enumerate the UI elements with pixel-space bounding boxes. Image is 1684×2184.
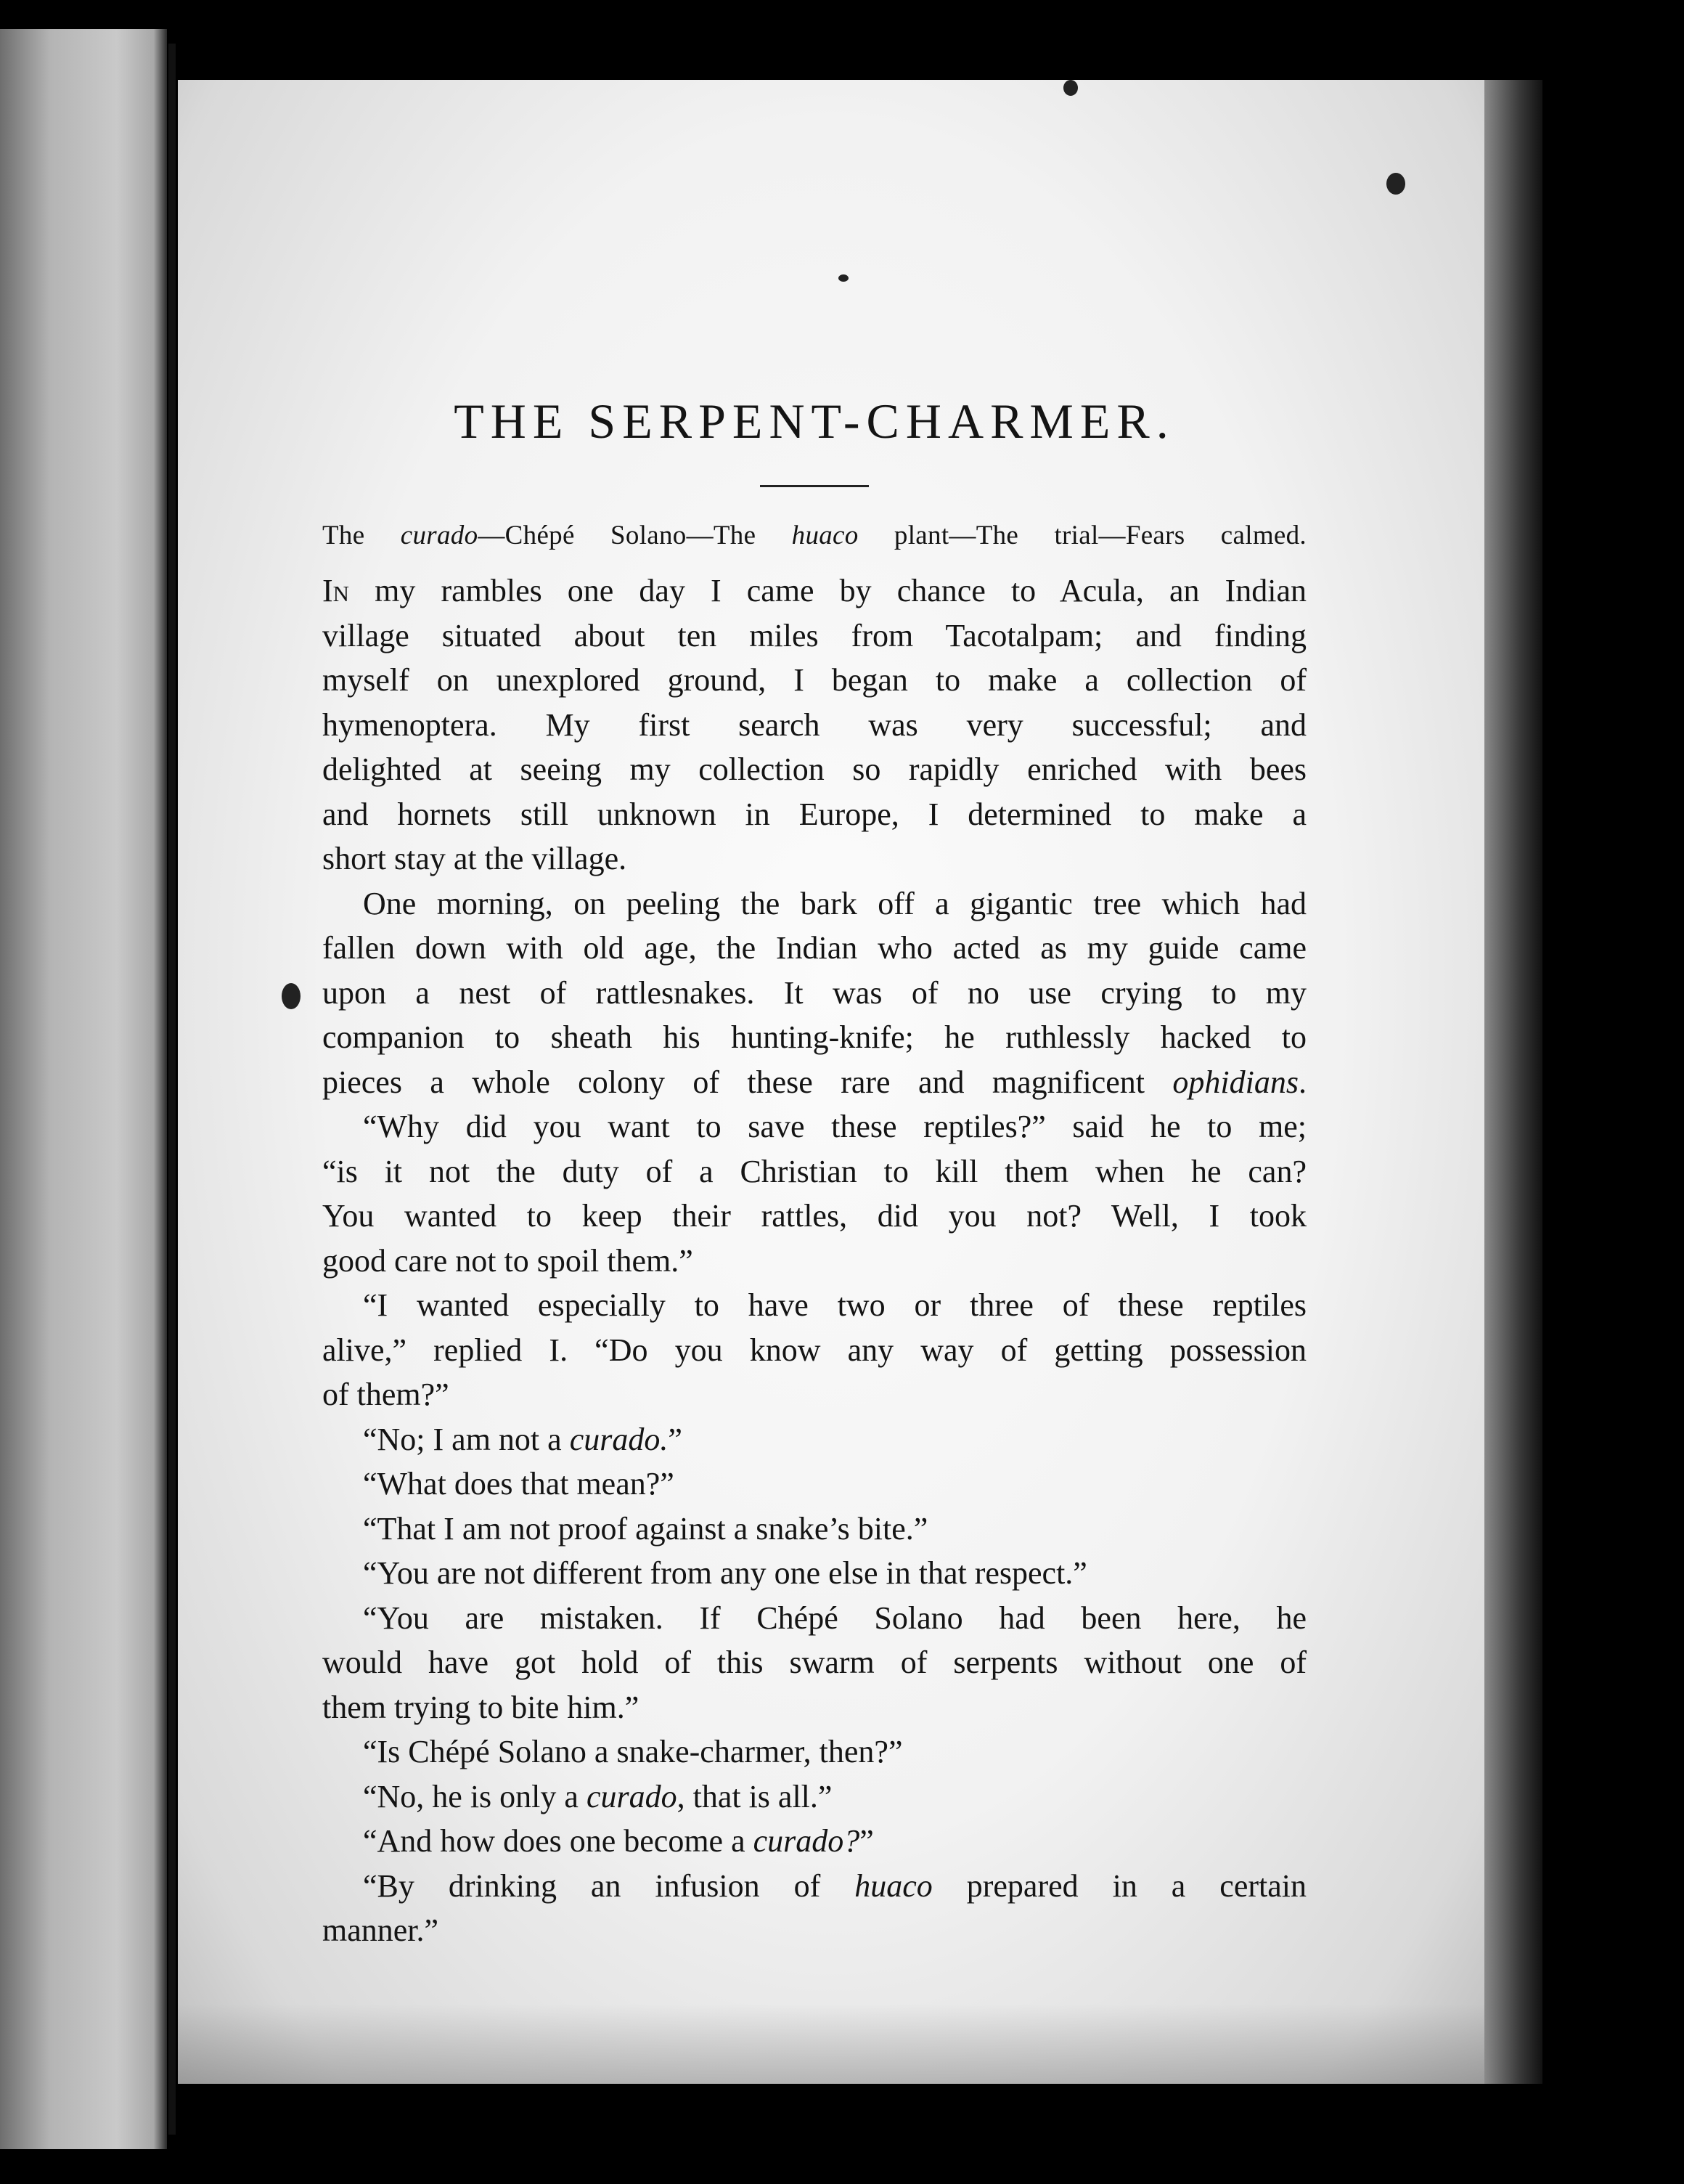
text-line: “is it not the duty of a Christian to kill them when he can? <box>322 1153 1307 1189</box>
italic-word: curado. <box>569 1421 669 1457</box>
text-line: “I wanted especially to have two or three of these reptiles <box>363 1287 1307 1323</box>
text-line: fallen down with old age, the Indian who acted as my guide came <box>322 930 1307 966</box>
text-line <box>322 1864 1307 1909</box>
text-line: “That I am not proof against a snake’s bite.” <box>363 1510 928 1547</box>
dialogue-line <box>322 1551 1307 1596</box>
text-line: hymenoptera. My first search was very successful; and <box>322 706 1307 743</box>
text-line: myself on unexplored ground, I began to make a collection of <box>322 662 1307 698</box>
text-line: “And how does one become a <box>363 1823 753 1859</box>
dialogue-line <box>322 1774 1307 1820</box>
paragraph <box>322 1596 1307 1730</box>
text-line: good care not to spoil them.” <box>322 1242 693 1279</box>
left-page-edge <box>0 29 167 2149</box>
dialogue-line <box>322 1819 1307 1864</box>
text-line: prepared in a certain <box>932 1867 1307 1904</box>
paragraph <box>322 881 1307 1105</box>
text-line: , that is all.” <box>677 1778 833 1814</box>
text-line: You wanted to keep their rattles, did you not? Well, I took <box>322 1198 1307 1234</box>
text-punct: ” <box>668 1421 682 1457</box>
dialogue-line <box>322 1729 1307 1774</box>
ink-speck <box>838 274 849 282</box>
text-line: One morning, on peeling the bark off a gigantic tree which had <box>363 885 1307 921</box>
synopsis-text: —Chépé Solano—The <box>478 521 792 550</box>
paragraph <box>322 1864 1307 1953</box>
text-line: “Is Chépé Solano a snake-charmer, then?” <box>363 1734 903 1769</box>
text-punct: . <box>1299 1064 1307 1100</box>
text-line: village situated about ten miles from Tacotalpam; and finding <box>322 617 1307 653</box>
paragraph <box>322 1283 1307 1417</box>
italic-word: ophidians <box>1172 1064 1299 1100</box>
italic-word: huaco <box>854 1867 933 1904</box>
dialogue-line <box>322 1417 1307 1462</box>
text-line: upon a nest of rattlesnakes. It was of no use crying to my <box>322 974 1307 1011</box>
synopsis-text: plant—The trial—Fears calmed. <box>858 521 1307 550</box>
text-line: them trying to bite him.” <box>322 1689 639 1725</box>
synopsis-text: The <box>322 521 401 550</box>
dialogue-line <box>322 1462 1307 1507</box>
chapter-title: THE SERPENT-CHARMER. <box>454 394 1175 449</box>
text-line: “What does that mean?” <box>363 1466 674 1502</box>
text-line: of them?” <box>322 1377 449 1412</box>
chapter-synopsis <box>322 519 1307 553</box>
ink-speck <box>1386 173 1405 195</box>
right-page-edge <box>1484 80 1542 2084</box>
text-line: “No, he is only a <box>363 1778 586 1814</box>
paragraph <box>322 569 1307 881</box>
text-line: “By drinking an infusion of <box>363 1867 855 1904</box>
title-rule <box>760 485 869 487</box>
page-shadow <box>178 2004 1484 2084</box>
italic-word: curado? <box>753 1823 860 1859</box>
text-line: “You are mistaken. If Chépé Solano had been here, he <box>363 1600 1307 1636</box>
paragraph <box>322 1104 1307 1283</box>
text-line: “Why did you want to save these reptiles?” said he to me; <box>363 1109 1307 1144</box>
synopsis-italic: huaco <box>791 521 859 550</box>
ink-speck <box>1063 80 1078 96</box>
ink-speck <box>282 983 301 1009</box>
text-line: short stay at the village. <box>322 841 627 876</box>
text-line: “No; I am not a <box>363 1421 570 1457</box>
text-line: “You are not different from any one else in that respect.” <box>363 1555 1087 1591</box>
italic-word: curado <box>586 1778 677 1814</box>
dialogue-line <box>322 1507 1307 1552</box>
text-line: and hornets still unknown in Europe, I determined to make a <box>322 796 1307 832</box>
text-line: companion to sheath his hunting-knife; he ruthlessly hacked to <box>322 1019 1307 1055</box>
text-line: alive,” replied I. “Do you know any way of getting possession <box>322 1332 1307 1368</box>
text-punct: ” <box>859 1823 874 1859</box>
book-gutter <box>168 44 176 2135</box>
text-line: pieces a whole colony of these rare and magnificent <box>322 1064 1173 1100</box>
text-line: delighted at seeing my collection so rapidly enriched with bees <box>322 751 1307 787</box>
chapter-body <box>322 378 1307 1953</box>
drop-cap-word: In <box>322 573 350 608</box>
text-line: would have got hold of this swarm of serpents without one of <box>322 1645 1307 1680</box>
text-line: my rambles one day I came by chance to Acula, an Indian <box>349 573 1307 608</box>
text-line: manner.” <box>322 1912 439 1948</box>
synopsis-italic: curado <box>400 521 478 550</box>
